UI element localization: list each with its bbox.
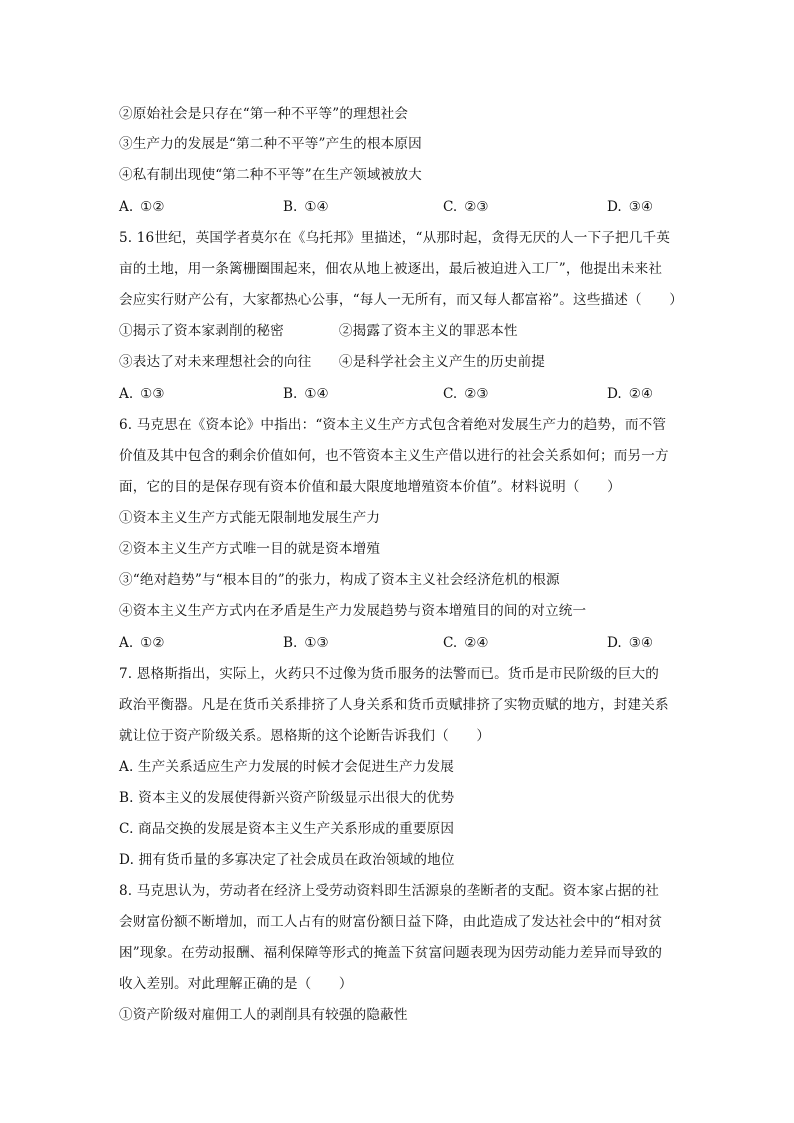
question-5-statements-2: ③表达了对未来理想社会的向往 ④是科学社会主义产生的历史前提 bbox=[119, 354, 546, 370]
question-8-statement-1: ①资产阶级对雇佣工人的剥削具有较强的隐蔽性 bbox=[119, 1007, 408, 1023]
question-8-line-4: 收入差别。对此理解正确的是（ ） bbox=[119, 976, 353, 992]
question-5-line-3: 会应实行财产公有，大家都热心公事，“每人一无所有，而又每人都富裕”。这些描述（ ） bbox=[119, 292, 683, 308]
question-5-line-2: 亩的土地，用一条篱栅圈围起来，佃农从地上被逐出，最后被迫进入工厂”，他提出未来社 bbox=[119, 261, 663, 277]
question-8-line-3: 困”现象。在劳动报酬、福利保障等形式的掩盖下贫富问题表现为因劳动能力差异而导致的 bbox=[119, 945, 663, 961]
choice-c: C. ②④ bbox=[443, 635, 489, 651]
choice-d: D. ②④ bbox=[607, 386, 654, 402]
choice-b: B. ①④ bbox=[283, 386, 329, 402]
answer-choices-q5 bbox=[119, 384, 679, 404]
choice-d: D. ③④ bbox=[607, 635, 654, 651]
question-7-line-2: 政治平衡器。凡是在货币关系排挤了人身关系和货币贡赋排挤了实物贡赋的地方，封建关系 bbox=[119, 697, 669, 713]
choice-a: A. ①③ bbox=[119, 386, 165, 402]
option-statement-3: ③生产力的发展是“第二种不平等”产生的根本原因 bbox=[119, 136, 422, 152]
choice-b: B. ①③ bbox=[283, 635, 329, 651]
choice-c: C. ②③ bbox=[443, 199, 489, 215]
answer-choices-q4 bbox=[119, 197, 679, 217]
question-7-choice-c: C. 商品交换的发展是资本主义生产关系形成的重要原因 bbox=[119, 821, 455, 837]
choice-a: A. ①② bbox=[119, 635, 165, 651]
question-6-statement-1: ①资本主义生产方式能无限制地发展生产力 bbox=[119, 510, 381, 526]
question-7-choice-a: A. 生产关系适应生产力发展的时候才会促进生产力发展 bbox=[119, 759, 455, 775]
choice-d: D. ③④ bbox=[607, 199, 654, 215]
question-5-statements-1: ①揭示了资本家剥削的秘密 ②揭露了资本主义的罪恶本性 bbox=[119, 323, 518, 339]
question-6-statement-2: ②资本主义生产方式唯一目的就是资本增殖 bbox=[119, 541, 381, 557]
question-8-line-2: 会财富份额不断增加，而工人占有的财富份额日益下降，由此造成了发达社会中的“相对贫 bbox=[119, 914, 663, 930]
choice-c: C. ②③ bbox=[443, 386, 489, 402]
choice-a: A. ①② bbox=[119, 199, 165, 215]
question-7-line-3: 就让位于资产阶级关系。恩格斯的这个论断告诉我们（ ） bbox=[119, 728, 491, 744]
question-5-line-1: 5. 16世纪，英国学者莫尔在《乌托邦》里描述，“从那时起，贪得无厌的人一下子把几千英 bbox=[119, 230, 670, 246]
question-7-choice-d: D. 拥有货币量的多寡决定了社会成员在政治领域的地位 bbox=[119, 852, 455, 868]
option-statement-2: ②原始社会是只存在“第一种不平等”的理想社会 bbox=[119, 106, 409, 122]
answer-choices-q6 bbox=[119, 633, 679, 653]
question-7-choice-b: B. 资本主义的发展使得新兴资产阶级显示出很大的优势 bbox=[119, 790, 455, 806]
question-6-statement-4: ④资本主义生产方式内在矛盾是生产力发展趋势与资本增殖目的间的对立统一 bbox=[119, 603, 587, 619]
choice-b: B. ①④ bbox=[283, 199, 329, 215]
question-6-line-3: 面，它的目的是保存现有资本价值和最大限度地增殖资本价值”。材料说明（ ） bbox=[119, 479, 621, 495]
question-6-line-1: 6. 马克思在《资本论》中指出：“资本主义生产方式包含着绝对发展生产力的趋势，而不管 bbox=[119, 417, 667, 433]
option-statement-4: ④私有制出现使“第二种不平等”在生产领域被放大 bbox=[119, 167, 422, 183]
question-7-line-1: 7. 恩格斯指出，实际上，火药只不过像为货币服务的法警而已。货币是市民阶级的巨大的 bbox=[119, 666, 660, 682]
question-6-statement-3: ③“绝对趋势”与“根本目的”的张力，构成了资本主义社会经济危机的根源 bbox=[119, 572, 560, 588]
question-8-line-1: 8. 马克思认为，劳动者在经济上受劳动资料即生活源泉的垄断者的支配。资本家占据的社 bbox=[119, 883, 660, 899]
question-6-line-2: 价值及其中包含的剩余价值如何，也不管资本主义生产借以进行的社会关系如何；而另一方 bbox=[119, 448, 669, 464]
